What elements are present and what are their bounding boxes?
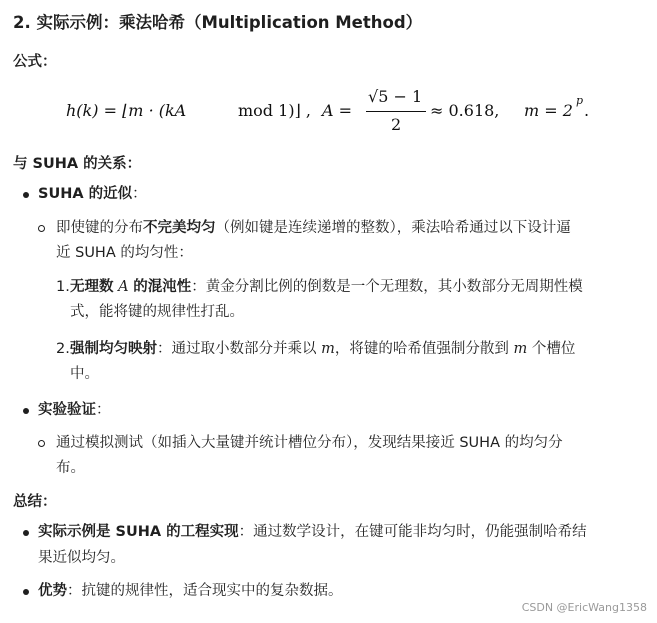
formula-lhs: h(k) = ⌊m · (kA — [66, 101, 187, 120]
text: 个槽位 — [531, 341, 576, 357]
text: ，将键的哈希值强制分散到 — [334, 341, 509, 357]
relation-item-1-colon: ： — [132, 186, 147, 202]
summary-label: 总结： — [13, 494, 57, 510]
bullet-circle — [38, 440, 45, 447]
bold-text: 无理数 — [70, 279, 114, 295]
bullet-dot — [23, 192, 29, 198]
bold-text: 强制均匀映射 — [70, 341, 157, 357]
formula-m-exp: p — [576, 94, 584, 107]
relation-label: 与 SUHA 的关系： — [13, 156, 142, 172]
formula-m-eq: m = 2 — [524, 101, 573, 120]
text: ：黄金分割比例的倒数是一个无理数，其小数部分无周期性模 — [191, 279, 583, 295]
relation-item-2-colon: ： — [96, 402, 111, 418]
summary-item-1-line1 — [38, 522, 587, 542]
section-title: 2. 实际示例：乘法哈希（Multiplication Method） — [13, 13, 423, 32]
point-1-line2: 式，能将键的规律性打乱。 — [70, 304, 244, 320]
formula-frac-den: 2 — [391, 115, 402, 134]
summary-item-1-line2: 果近似均匀。 — [38, 550, 125, 566]
relation-item-2 — [38, 400, 111, 420]
relation-item-1 — [38, 184, 147, 204]
formula-A-eq: A = — [322, 101, 353, 120]
math-symbol: m — [513, 341, 528, 357]
relation-item-2-sub-line2: 布。 — [56, 460, 85, 476]
point-2-line2: 中。 — [70, 366, 99, 382]
bold-text: 优势 — [38, 583, 67, 599]
formula-label: 公式： — [13, 54, 57, 70]
bullet-circle — [38, 225, 45, 232]
formula-frac-bar — [366, 111, 426, 112]
math-symbol: A — [118, 279, 129, 295]
text: ：通过数学设计，在键可能非均匀时，仍能强制哈希结 — [238, 524, 587, 540]
bold-text: 不完美均匀 — [143, 220, 216, 236]
point-2-line1 — [70, 339, 575, 359]
formula-mod: mod 1)⌋ , — [238, 101, 311, 120]
formula-frac-num: √5 − 1 — [368, 87, 423, 106]
relation-item-2-heading: 实验验证 — [38, 402, 96, 418]
relation-item-1-heading: SUHA 的近似 — [38, 186, 133, 202]
list-number: 1. — [56, 279, 70, 295]
bullet-dot — [23, 408, 29, 414]
text: （例如键是连续递增的整数），乘法哈希通过以下设计逼 — [215, 220, 571, 236]
relation-item-2-sub-line1: 通过模拟测试（如插入大量键并统计槽位分布），发现结果接近 SUHA 的均匀分 — [56, 435, 563, 451]
text: ：通过取小数部分并乘以 — [157, 341, 317, 357]
math-symbol: m — [321, 341, 335, 357]
bullet-dot — [23, 589, 29, 595]
list-number: 2. — [56, 341, 70, 357]
relation-item-1-sub-line1 — [56, 218, 571, 238]
bullet-dot — [23, 530, 29, 536]
bold-text: 的混沌性 — [133, 279, 192, 295]
formula-m-end: . — [584, 101, 590, 120]
relation-item-1-sub-line2: 近 SUHA 的均匀性： — [56, 245, 193, 261]
bold-text: 实际示例是 SUHA 的工程实现 — [38, 524, 239, 540]
formula-approx: ≈ 0.618, — [430, 101, 500, 120]
point-1-line1 — [70, 277, 583, 297]
summary-item-2 — [38, 581, 343, 601]
formula-block — [66, 87, 626, 137]
text: ：抗键的规律性，适合现实中的复杂数据。 — [67, 583, 343, 599]
text: 即使键的分布 — [56, 220, 143, 236]
watermark: CSDN @EricWang1358 — [521, 601, 647, 614]
